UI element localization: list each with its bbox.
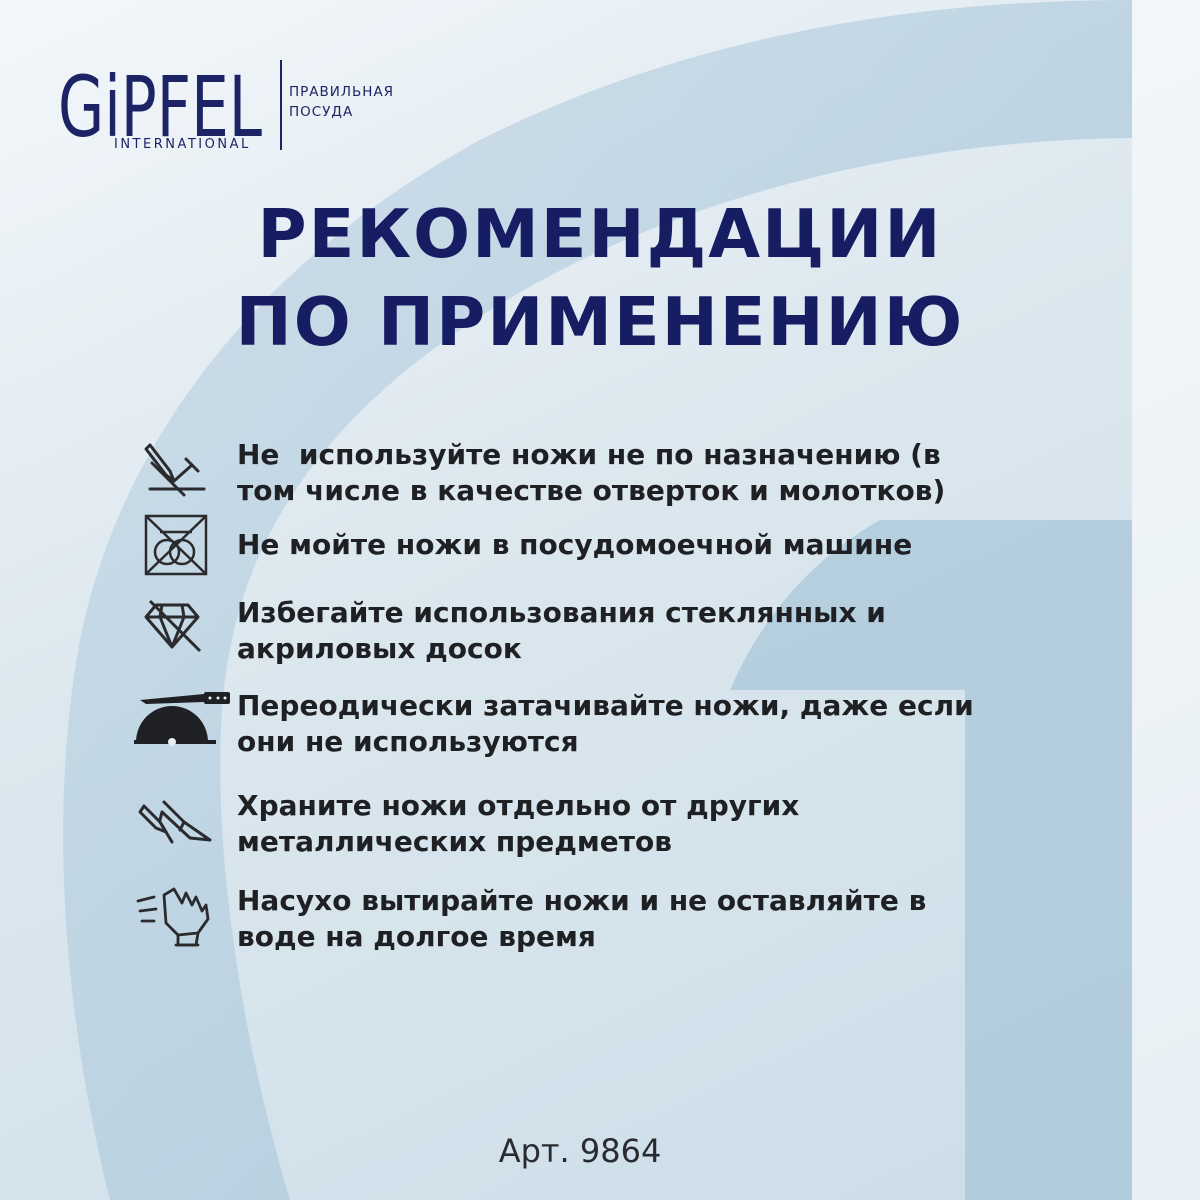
sharpening-icon — [134, 688, 234, 758]
recommendation-text: Избегайте использования стеклянных и акриловых досок — [237, 596, 886, 665]
knife-no-misuse-icon — [130, 437, 215, 507]
no-glass-board-icon — [130, 595, 215, 665]
dry-wipe-icon — [130, 883, 215, 953]
tagline-line-1: ПРАВИЛЬНАЯ — [289, 84, 395, 100]
article-number: Арт. 9864 — [498, 1132, 662, 1170]
separate-storage-icon — [130, 788, 215, 858]
recommendation-text: Не используйте ножи не по назначению (в том числе в качестве отверток и молотков) — [237, 438, 946, 507]
no-dishwasher-icon — [130, 512, 215, 582]
title-line-1: РЕКОМЕНДАЦИИ — [257, 195, 943, 273]
logo-subtitle: INTERNATIONAL — [114, 137, 251, 152]
recommendation-text: Не мойте ножи в посудомоечной машине — [237, 528, 913, 561]
recommendation-text: Храните ножи отдельно от других металлических предметов — [237, 789, 800, 858]
logo-text: GiPFEL — [58, 58, 263, 150]
recommendation-text: Переодически затачивайте ножи, даже если они не используются — [237, 689, 974, 758]
title-line-2: ПО ПРИМЕНЕНИЮ — [235, 283, 965, 361]
recommendation-text: Насухо вытирайте ножи и не оставляйте в воде на долгое время — [237, 884, 927, 953]
tagline-line-2: ПОСУДА — [289, 104, 354, 120]
